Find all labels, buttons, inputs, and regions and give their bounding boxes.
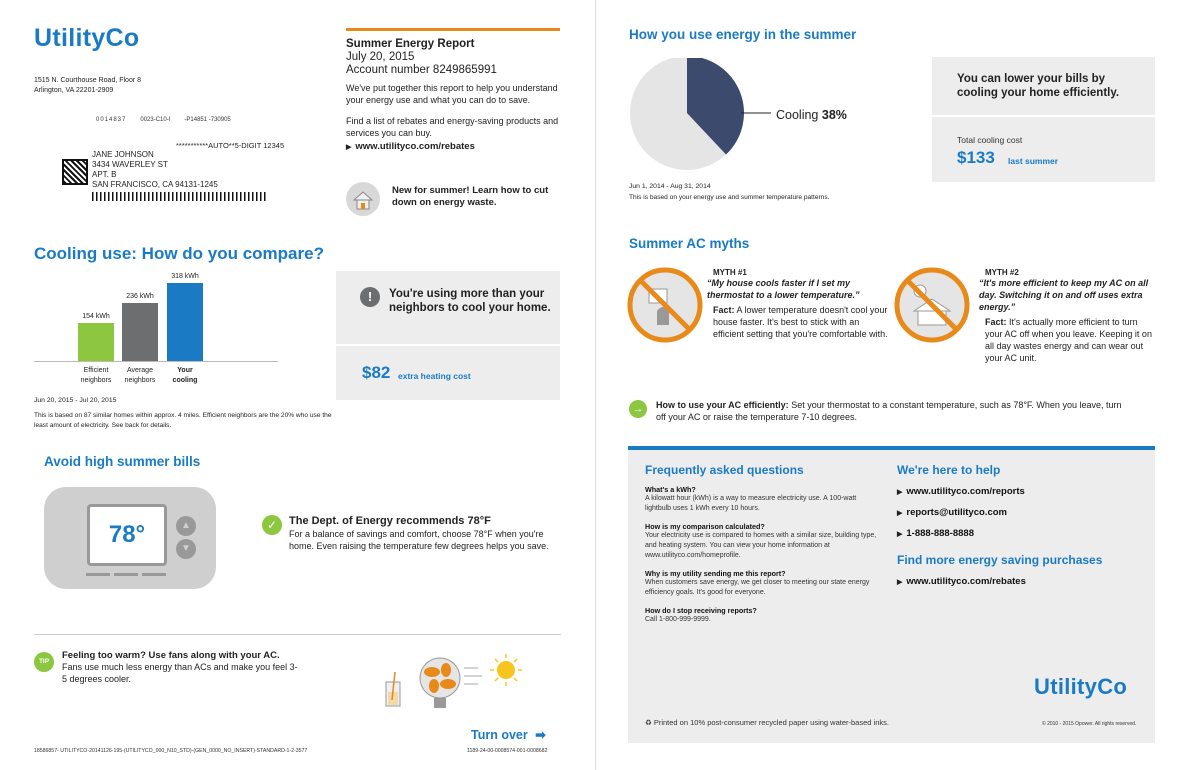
bar-category-label: Average neighbors [124,367,156,384]
bar-category-labels [34,366,278,394]
header-accent-bar [346,28,560,31]
faq-heading: Frequently asked questions [645,463,804,477]
mailing-code: 0023-C10-I [140,117,171,123]
rebates-link-back[interactable]: ▶ www.utilityco.com/rebates [897,576,1137,587]
fan-drink-sun-illustration [378,652,528,712]
tip-title: Feeling too warm? Use fans along with your AC. [62,650,280,661]
summer-use-heading: How you use energy in the summer [629,27,857,42]
arrow-circle-icon: → [629,400,647,418]
compare-callout-box [336,271,560,344]
report-intro: We've put together this report to help you understand your energy use and what you can do to save. [346,83,558,105]
recipient-line: SAN FRANCISCO, CA 94131-1245 [92,180,218,189]
copyright: © 2010 - 2015 Opower. All rights reserved. [1042,721,1137,727]
bar-value-label: 318 kWh [171,273,199,280]
return-address-line: Arlington, VA 22201-2909 [34,87,114,94]
thermostat-dash [142,573,166,576]
temp-up-icon: ▲ [176,516,196,536]
myths-heading: Summer AC myths [629,236,750,251]
bar-value-label: 236 kWh [126,293,154,301]
thermostat-illustration [44,487,216,589]
postal-barcode [92,192,267,201]
report-title: Summer Energy Report [346,38,475,50]
myth-2 [979,268,1157,364]
ac-tip-label: How to use your AC efficiently: [656,400,789,410]
thermostat-temp: 78° [108,521,146,548]
alert-icon: ! [360,287,380,307]
return-address [34,76,141,96]
faq-answer: Call 1-800-999-9999. [645,616,711,623]
faq-question: Why is my utility sending me this report? [645,569,786,578]
extra-cost-label: extra heating cost [398,371,471,381]
faq-answer: Your electricity use is compared to homes with a similar size, building type, and heating system. You can view your home information at www.utilityco.com/homeprofile. [645,532,877,559]
myth-fact: A lower temperature doesn't cool your house faster. It's best to stick with an efficient setting that you're comfortable with. [713,305,888,339]
no-low-thermostat-icon [627,267,703,343]
recycled-note [645,718,889,727]
more-savings-heading: Find more energy saving purchases [897,553,1103,567]
no-always-on-icon [894,267,970,343]
extra-cost-amount: $82 [362,363,391,382]
doe-title: The Dept. of Energy recommends 78°F [289,515,491,527]
pie-label [776,108,847,122]
help-heading: We're here to help [897,463,1001,477]
phone-link[interactable]: ▶ 1-888-888-8888 [897,528,1137,539]
tip-badge: TIP [34,652,54,672]
myth-quote: “It's more efficient to keep my AC on all day. Switching it on and off uses extra energy.” [979,278,1149,312]
new-for-summer-text: New for summer! Learn how to cut down on energy waste. [392,185,549,208]
doe-recommendation [289,515,561,552]
account-number: Account number 8249865991 [346,64,497,76]
report-date: July 20, 2015 [346,51,415,63]
pie-date-range: Jun 1, 2014 - Aug 31, 2014 [629,183,711,190]
pie-label-name: Cooling [776,108,819,122]
cooling-cost-suffix: last summer [1008,156,1059,166]
ac-tip-text: Set your thermostat to a constant temperature, such as 78°F. When you leave, turn off your AC or raise the temperature 7-10 degrees. [656,400,1122,422]
bar-plot-area [34,270,278,362]
section-divider [34,634,561,635]
cooling-bar-chart [34,270,278,394]
bar [167,283,203,361]
bar-value-label: 154 kWh [82,313,110,321]
print-code-left: 18586857- UTILITYCO-20141126-195-(UTILITYCO_000_N10_STD)-(GEN_0000_NO_INSERT)-STANDARD-1-2-3577 [34,748,308,754]
tip-text: Fans use much less energy than ACs and make you feel 3-5 degrees cooler. [62,662,298,684]
faq-section [645,463,877,625]
mailing-codes [96,117,231,123]
help-section [897,463,1137,597]
recycle-icon: ♻ [645,718,652,727]
pie-label-percent: 38% [821,108,847,122]
turn-over [471,727,546,742]
checkmark-icon: ✓ [262,515,282,535]
recipient-line: APT. B [92,170,117,179]
faq-question: What's a kWh? [645,485,696,494]
compare-heading: Cooling use: How do you compare? [34,244,324,263]
faq-answer: A kilowatt hour (kWh) is a way to measure electricity use. A 100-watt lightbulb uses 1 kWh every 10 hours. [645,495,857,512]
recipient-line: JANE JOHNSON [92,150,154,159]
avoid-heading: Avoid high summer bills [44,454,201,469]
fact-label: Fact: [985,317,1007,327]
myth-label: MYTH #1 [713,268,747,277]
bar-category-label: Your cooling [172,367,198,384]
house-icon [346,182,380,216]
lower-bills-text: You can lower your bills by cooling your home efficiently. [957,73,1120,99]
mailing-code: 0014837 [96,117,127,123]
doe-text: For a balance of savings and comfort, choose 78°F when you're home. Even raising the temperature few degrees helps you save. [289,529,549,551]
cooling-cost-label: Total cooling cost [957,135,1023,145]
mailing-code: -P14851 -730905 [184,117,231,123]
recipient-line: 3434 WAVERLEY ST [92,160,168,169]
return-address-line: 1515 N. Courthouse Road, Floor 8 [34,77,142,84]
reports-link[interactable]: ▶ www.utilityco.com/reports [897,486,1137,497]
qr-code [62,159,88,185]
fact-label: Fact: [713,305,735,315]
recycled-text: Printed on 10% post-consumer recycled paper using water-based inks. [653,718,889,727]
faq-answer: When customers save energy, we get closer to meeting our state energy efficiency goals. It's good for everyone. [645,579,870,596]
rebates-link[interactable]: ▶ www.utilityco.com/rebates [346,141,560,152]
bar-category-label: Efficient neighbors [80,367,112,384]
tip-block [62,650,302,685]
thermostat-display [87,504,167,566]
thermostat-dash [114,573,138,576]
faq-question: How is my comparison calculated? [645,522,765,531]
lower-bills-callout [932,57,1155,115]
email-link[interactable]: ▶ reports@utilityco.com [897,507,1137,518]
myth-quote: “My house cools faster if I set my thermostat to a lower temperature.” [707,278,860,300]
footer-logo: UtilityCo [1034,674,1128,699]
page-divider [595,0,596,770]
myth-fact: It's actually more efficient to turn your AC off when you leave. Keeping it on all day wastes energy and can wear out your AC unit. [985,317,1152,363]
bar [78,323,114,361]
myth-label: MYTH #2 [985,268,1019,277]
extra-cost-box [336,346,560,400]
rebates-text: Find a list of rebates and energy-saving products and services you can buy. [346,116,559,138]
faq-question: How do I stop receiving reports? [645,606,757,615]
print-code-right: 1189-24-00-0008574-001-0008682 [467,748,548,754]
cooling-cost-box [932,117,1155,182]
brand-logo: UtilityCo [34,24,140,52]
report-header [346,38,560,152]
bar [122,303,158,361]
presort-line: ***********AUTO**5-DIGIT 12345 [176,141,285,150]
thermostat-dash [86,573,110,576]
cooling-cost-amount: $133 [957,148,995,167]
turn-over-label: Turn over [471,728,528,742]
temp-down-icon: ▼ [176,539,196,559]
recipient-address [92,150,218,190]
compare-callout: You're using more than your neighbors to cool your home. [389,288,551,314]
compare-note: This is based on 87 similar homes within approx. 4 miles. Efficient neighbors are the 20% who use the least amount of electricity. See back for details. [34,412,332,429]
arrow-right-icon: ➡ [535,728,546,742]
compare-date-range: Jun 20, 2015 - Jul 20, 2015 [34,397,117,404]
pie-note: This is based on your energy use and summer temperature patterns. [629,194,830,201]
ac-efficiency-tip [656,399,1126,423]
myth-1 [707,268,888,340]
